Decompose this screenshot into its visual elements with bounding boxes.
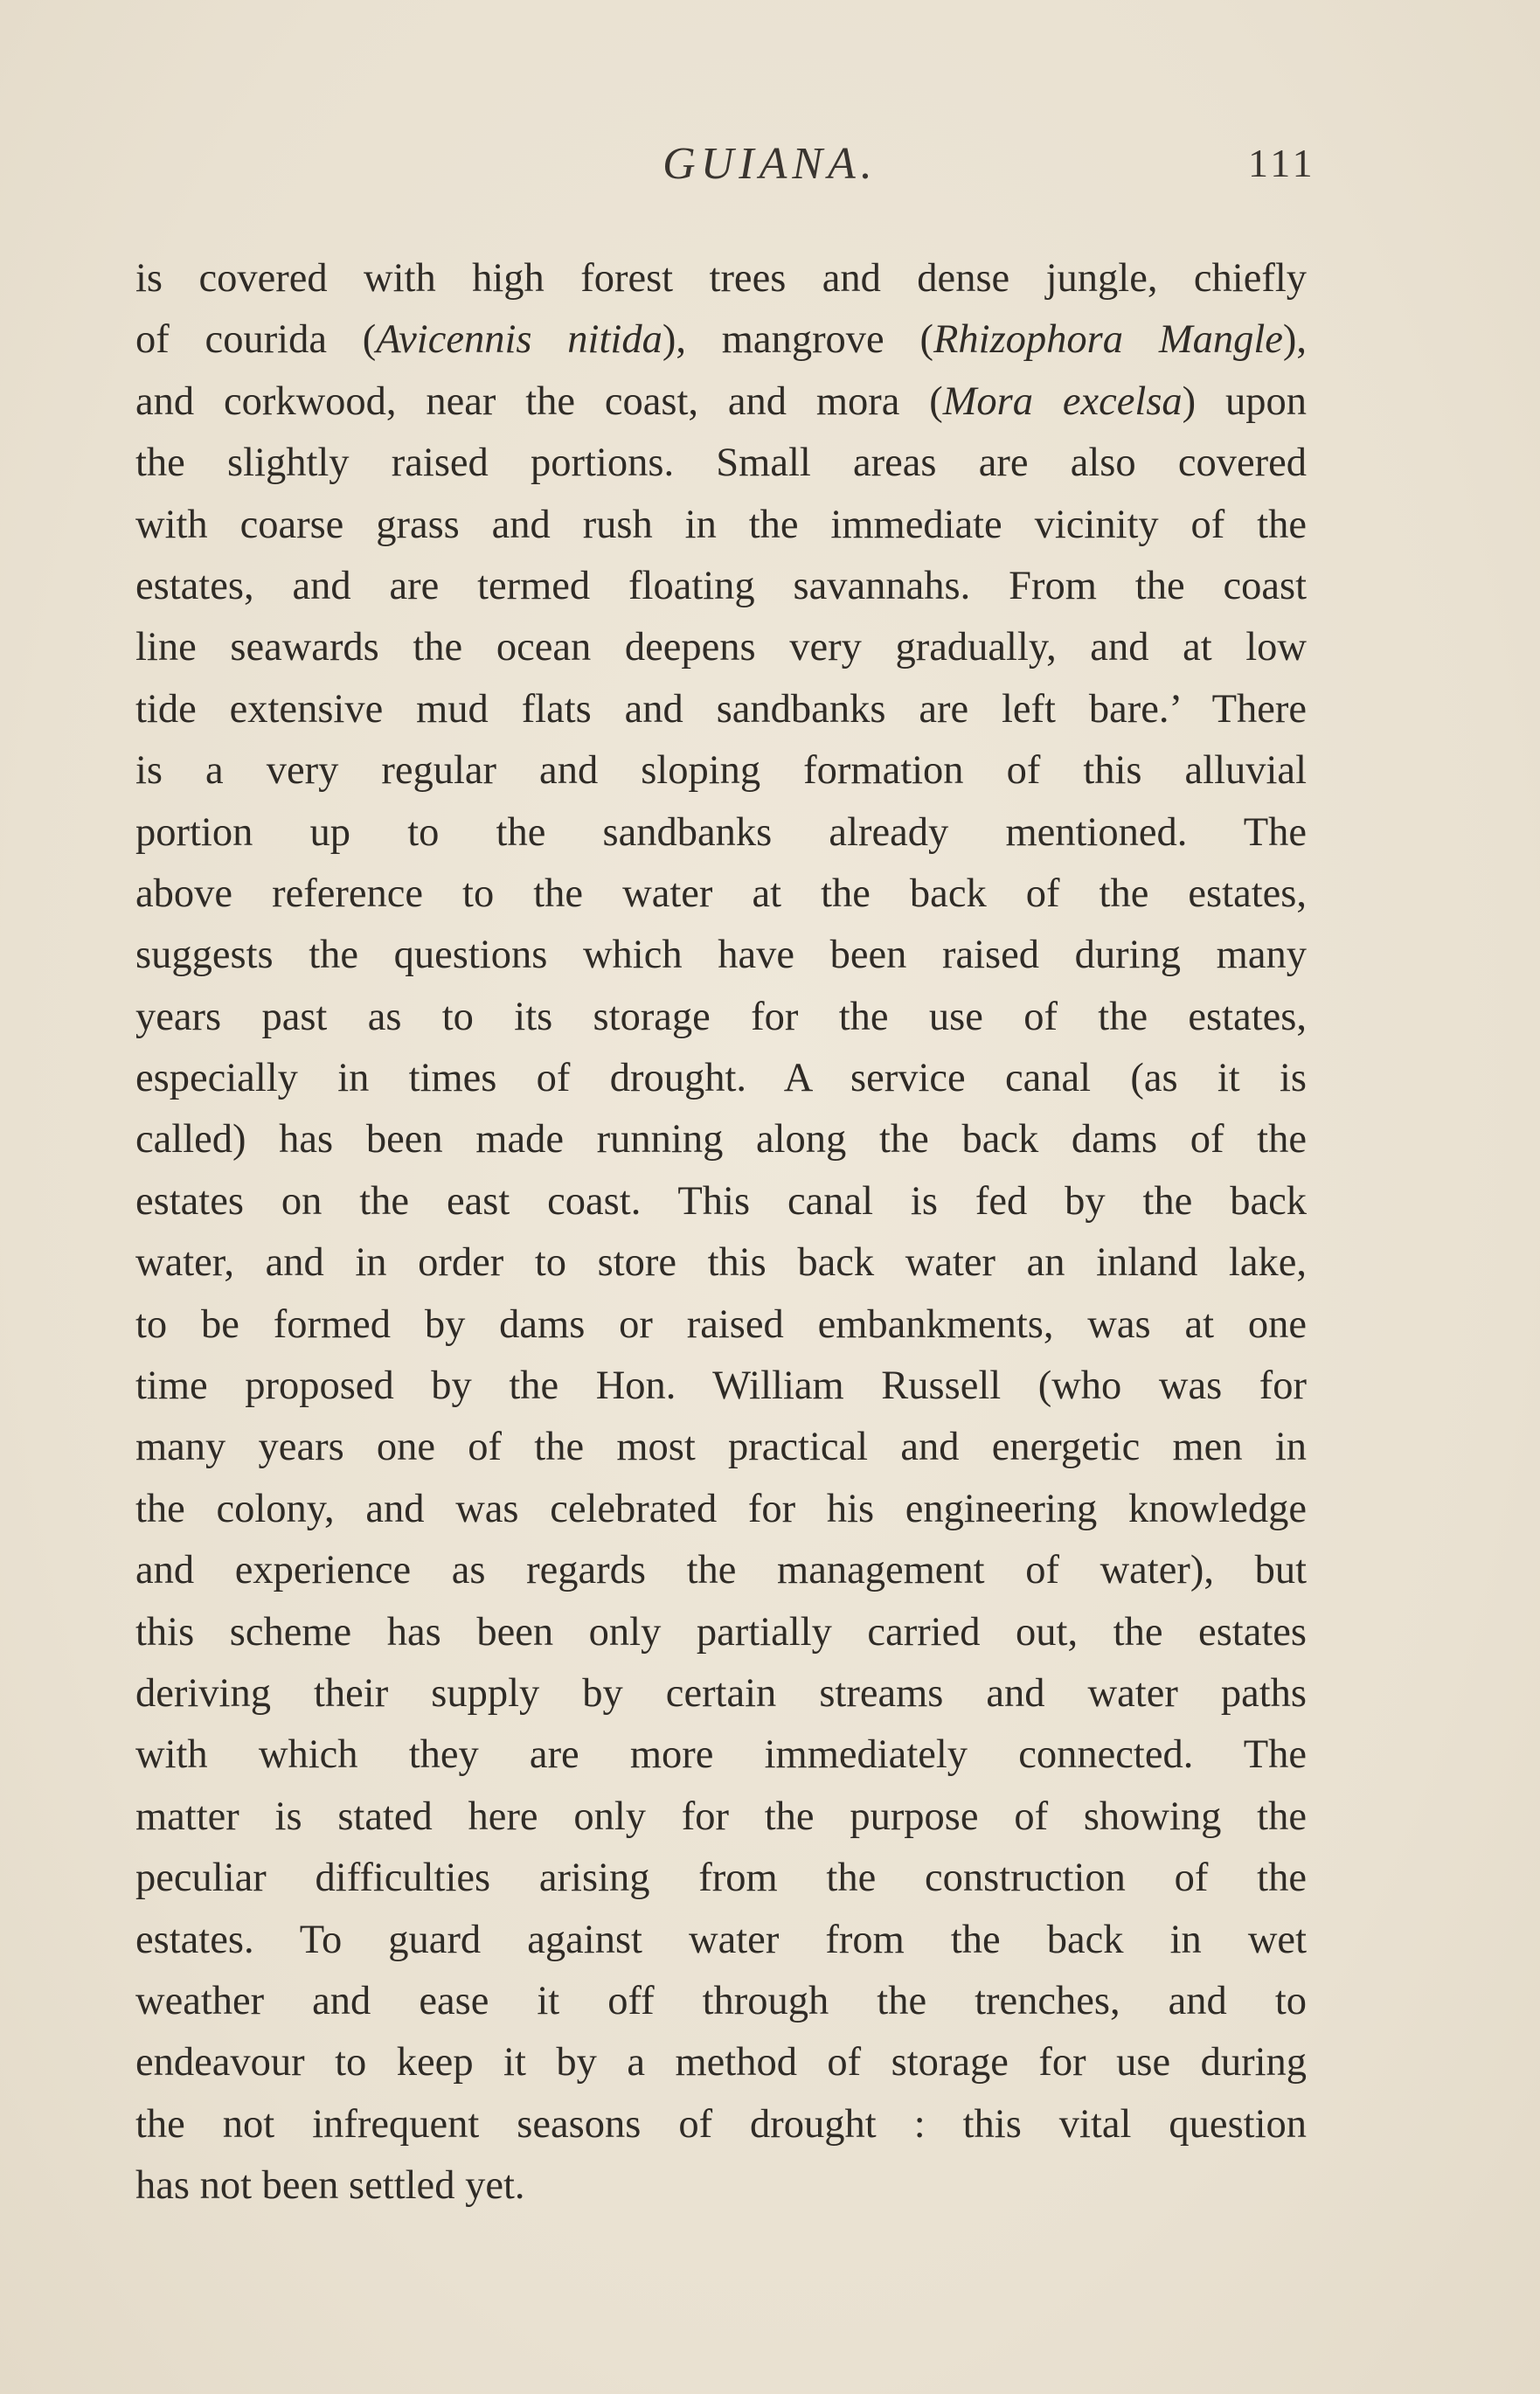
text-line: with coarse grass and rush in the immediate vicinity of the [135,502,1307,547]
text-line: this scheme has been only partially carried out, the estates [135,1609,1307,1655]
text-line: and experience as regards the management of water), but [135,1548,1307,1593]
text-line: above reference to the water at the back of the estates, [135,871,1307,916]
text-line: is a very regular and sloping formation of this alluvial [135,748,1307,794]
text-line: and corkwood, near the coast, and mora (Mora excelsa) upon [135,378,1307,424]
text-line: called) has been made running along the back dams of the [135,1117,1307,1162]
text-line: is covered with high forest trees and dense jungle, chiefly [135,256,1307,301]
text-line: the slightly raised portions. Small areas are also covered [135,441,1307,486]
text-line-last: has not been settled yet. [135,2163,525,2209]
text-line: many years one of the most practical and energetic men in [135,1425,1307,1470]
text-line: estates. To guard against water from the back in wet [135,1917,1307,1962]
text-line: peculiar difficulties arising from the construction of the [135,1856,1307,1901]
text-line: line seawards the ocean deepens very gradually, and at low [135,625,1307,670]
text-line: matter is stated here only for the purpose of showing the [135,1794,1307,1839]
text-line: of courida (Avicennis nitida), mangrove (Rhizophora Mangle), [135,317,1308,363]
text-line: estates on the east coast. This canal is fed by the back [135,1178,1307,1224]
text-line: suggests the questions which have been raised during many [135,933,1307,978]
text-line: deriving their supply by certain streams and water paths [135,1670,1307,1716]
text-line: portion up to the sandbanks already mentioned. The [135,809,1307,855]
text-line: weather and ease it off through the trenches, and to [135,1978,1307,2023]
text-line: time proposed by the Hon. William Russell (who was for [135,1364,1307,1409]
text-line: the not infrequent seasons of drought : this vital question [135,2101,1307,2147]
text-line: with which they are more immediately connected. The [135,1732,1307,1778]
body-paragraph [135,248,1307,2217]
text-line: water, and in order to store this back water an inland lake, [135,1240,1307,1286]
running-title: GUIANA. [662,139,878,189]
text-line: especially in times of drought. A service canal (as it is [135,1056,1307,1101]
text-line: estates, and are termed floating savannahs. From the coast [135,563,1307,608]
text-line: endeavour to keep it by a method of storage for use during [135,2040,1307,2085]
text-line: the colony, and was celebrated for his engineering knowledge [135,1486,1307,1531]
text-line: to be formed by dams or raised embankments, was at one [135,1301,1307,1347]
text-line: years past as to its storage for the use of the estates, [135,994,1307,1039]
text-line: tide extensive mud flats and sandbanks are left bare.’ There [135,686,1307,732]
page-number: 111 [1248,141,1316,185]
